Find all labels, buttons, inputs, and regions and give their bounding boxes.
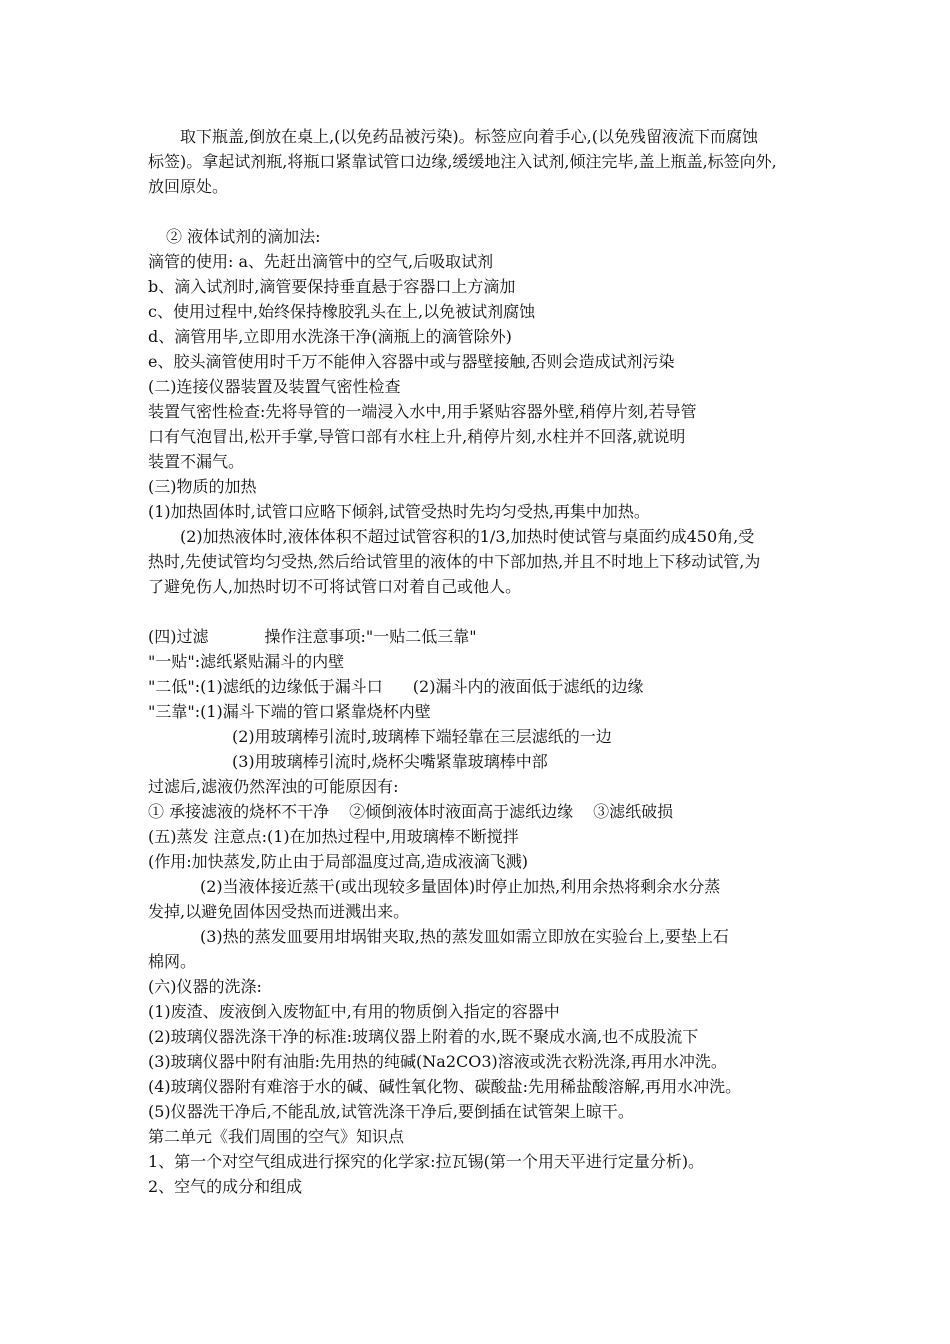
- section-heading: ② 液体试剂的滴加法:: [166, 227, 321, 246]
- list-item: ① 承接滤液的烧杯不干净: [148, 802, 330, 821]
- paragraph-line: (2)当液体接近蒸干(或出现较多量固体)时停止加热,利用余热将剩余水分蒸: [200, 877, 721, 896]
- list-item-line: [148, 677, 643, 697]
- list-item: 2、空气的成分和组成: [148, 1177, 303, 1196]
- list-item: "二低":(1)滤纸的边缘低于漏斗口: [148, 677, 383, 696]
- section-heading: (二)连接仪器装置及装置气密性检查: [148, 377, 401, 396]
- paragraph-line: 热时,先使试管均匀受热,然后给试管里的液体的中下部加热,并且不时地上下移动试管,为: [148, 552, 761, 571]
- paragraph-line: (2)加热液体时,液体体积不超过试管容积的1/3,加热时使试管与桌面约成450角,受: [180, 527, 755, 546]
- list-item: 1、第一个对空气组成进行探究的化学家:拉瓦锡(第一个用天平进行定量分析)。: [148, 1152, 705, 1171]
- list-item: (1)废渣、废液倒入废物缸中,有用的物质倒入指定的容器中: [148, 1002, 560, 1021]
- section-heading: (六)仪器的洗涤:: [148, 977, 262, 996]
- list-item: 滴管的使用: a、先赶出滴管中的空气,后吸取试剂: [148, 252, 494, 271]
- list-item: (3)用玻璃棒引流时,烧杯尖嘴紧靠玻璃棒中部: [232, 752, 548, 771]
- list-item: ③滤纸破损: [593, 802, 674, 821]
- list-item: (5)仪器洗干净后,不能乱放,试管洗涤干净后,要倒插在试管架上晾干。: [148, 1102, 634, 1121]
- list-item: "一贴":滤纸紧贴漏斗的内壁: [148, 652, 345, 671]
- list-item: (2)漏斗内的液面低于滤纸的边缘: [412, 677, 644, 696]
- paragraph-line: 了避免伤人,加热时切不可将试管口对着自己或他人。: [148, 577, 522, 596]
- list-item: e、胶头滴管使用时千万不能伸入容器中或与器壁接触,否则会造成试剂污染: [148, 352, 675, 371]
- list-item: (3)玻璃仪器中附有油脂:先用热的纯碱(Na2CO3)溶液或洗衣粉洗涤,再用水冲洗。: [148, 1052, 727, 1071]
- list-item: d、滴管用毕,立即用水洗涤干净(滴瓶上的滴管除外): [148, 327, 512, 346]
- section-heading-line: [148, 627, 477, 647]
- section-heading: (四)过滤: [148, 627, 209, 646]
- paragraph-line: 装置不漏气。: [148, 452, 245, 471]
- paragraph-line: (1)加热固体时,试管口应略下倾斜,试管受热时先均匀受热,再集中加热。: [148, 502, 650, 521]
- list-item-line: [148, 802, 673, 822]
- paragraph-line: (作用:加快蒸发,防止由于局部温度过高,造成液滴飞溅): [148, 852, 529, 871]
- paragraph-line: 过滤后,滤液仍然浑浊的可能原因有:: [148, 777, 399, 796]
- list-item: b、滴入试剂时,滴管要保持垂直悬于容器口上方滴加: [148, 277, 516, 296]
- list-item: c、使用过程中,始终保持橡胶乳头在上,以免被试剂腐蚀: [148, 302, 536, 321]
- paragraph-line: (3)热的蒸发皿要用坩埚钳夹取,热的蒸发皿如需立即放在实验台上,要垫上石: [200, 927, 729, 946]
- unit-title: 第二单元《我们周围的空气》知识点: [148, 1127, 405, 1146]
- filter-rule-title: 操作注意事项:"一贴二低三靠": [264, 627, 477, 646]
- list-item: (4)玻璃仪器附有难溶于水的碱、碱性氧化物、碳酸盐:先用稀盐酸溶解,再用水冲洗。: [148, 1077, 742, 1096]
- list-item: "三靠":(1)漏斗下端的管口紧靠烧杯内壁: [148, 702, 431, 721]
- list-item: (2)用玻璃棒引流时,玻璃棒下端轻靠在三层滤纸的一边: [232, 727, 612, 746]
- paragraph-line: 放回原处。: [148, 177, 229, 196]
- list-item: (2)玻璃仪器洗涤干净的标准:玻璃仪器上附着的水,既不聚成水滴,也不成股流下: [148, 1027, 699, 1046]
- list-item: ②倾倒液体时液面高于滤纸边缘: [349, 802, 574, 821]
- paragraph-line: 棉网。: [148, 952, 197, 971]
- paragraph-line: 发掉,以避免固体因受热而迸溅出来。: [148, 902, 410, 921]
- paragraph-line: 装置气密性检查:先将导管的一端浸入水中,用手紧贴容器外壁,稍停片刻,若导管: [148, 402, 697, 421]
- paragraph-line: 口有气泡冒出,松开手掌,导管口部有水柱上升,稍停片刻,水柱并不回落,就说明: [148, 427, 686, 446]
- section-heading: (三)物质的加热: [148, 477, 257, 496]
- paragraph-line: 取下瓶盖,倒放在桌上,(以免药品被污染)。标签应向着手心,(以免残留液流下而腐蚀: [180, 127, 758, 146]
- paragraph-line: 标签)。拿起试剂瓶,将瓶口紧靠试管口边缘,缓缓地注入试剂,倾注完毕,盖上瓶盖,标签向外,: [148, 152, 777, 171]
- section-heading: (五)蒸发 注意点:(1)在加热过程中,用玻璃棒不断搅拌: [148, 827, 519, 846]
